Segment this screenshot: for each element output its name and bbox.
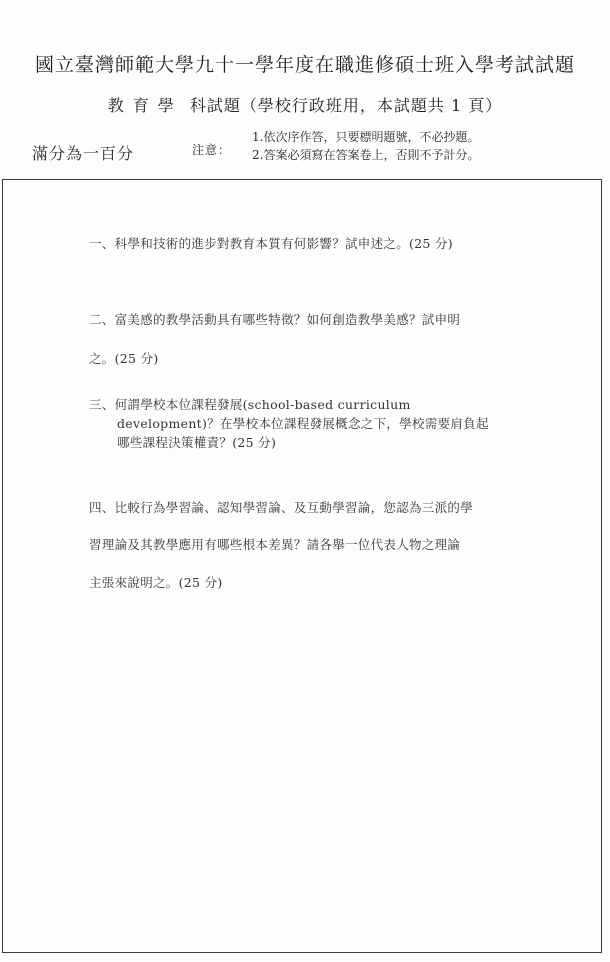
question-box — [2, 179, 602, 953]
note-list — [252, 128, 479, 164]
exam-subtitle — [0, 93, 610, 116]
subject-name: 教育學 — [107, 96, 183, 115]
full-score-text: 滿分為一百分 — [32, 144, 135, 163]
note-label: 注意： — [192, 143, 232, 157]
note-item-2: 2.答案必須寫在答案卷上，否則不予計分。 — [252, 148, 480, 162]
exam-title: 國立臺灣師範大學九十一學年度在職進修碩士班入學考試試題 — [34, 54, 575, 76]
question-2-line-2: 之。(25 分) — [89, 351, 159, 366]
question-3-line-1: 三、何謂學校本位課程發展(school-based curriculum — [89, 397, 411, 412]
question-2-line-1: 二、富美感的教學活動具有哪些特徵？如何創造教學美感？試申明 — [89, 312, 461, 327]
subtitle-detail: 科試題（學校行政班用，本試題共 1 頁） — [189, 96, 503, 115]
note-item-1: 1.依次序作答，只要標明題號，不必抄題。 — [252, 130, 480, 144]
question-4-line-3: 主張來說明之。(25 分) — [89, 575, 223, 590]
question-4-line-2: 習理論及其教學應用有哪些根本差異？請各舉一位代表人物之理論 — [89, 537, 461, 552]
question-3-line-3: 哪些課程決策權責？(25 分) — [117, 435, 277, 450]
question-3-line-2: development)？在學校本位課程發展概念之下，學校需要肩負起 — [117, 416, 489, 431]
question-1: 一、科學和技術的進步對教育本質有何影響？試申述之。(25 分) — [89, 236, 453, 251]
question-4-line-1: 四、比較行為學習論、認知學習論、及互動學習論，您認為三派的學 — [89, 500, 474, 515]
